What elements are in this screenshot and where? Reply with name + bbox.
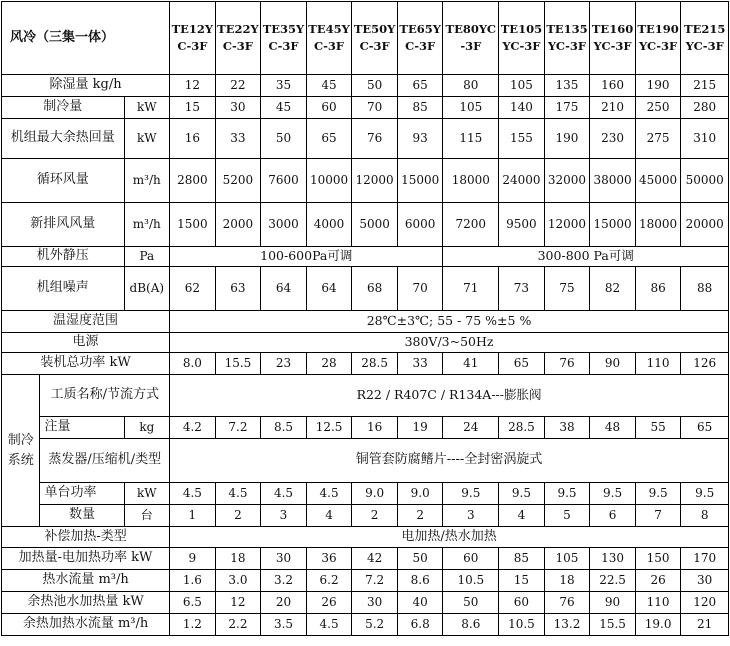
value-cell: 4 <box>499 505 545 527</box>
value-cell: 30 <box>261 548 307 570</box>
value-cell: 18 <box>544 570 590 592</box>
value-cell: 1.6 <box>170 570 216 592</box>
value-cell: 65 <box>681 417 729 439</box>
value-cell: 215 <box>681 75 729 97</box>
row-unit: kW <box>124 119 170 159</box>
value-cell: 105 <box>544 548 590 570</box>
value-cell: 85 <box>397 97 443 119</box>
row-label: 工质名称/节流方式 <box>40 375 170 417</box>
value-cell: 9 <box>170 548 216 570</box>
value-cell: 50 <box>443 592 499 614</box>
row-unit: Pa <box>124 247 170 267</box>
row-unit: kW <box>124 97 170 119</box>
value-cell: 28.5 <box>352 353 398 375</box>
value-cell: 45 <box>261 97 307 119</box>
value-cell: 71 <box>443 267 499 311</box>
row-refrig-evap <box>2 439 729 483</box>
span-cell: 电加热/热水加热 <box>170 527 729 548</box>
value-cell: 88 <box>681 267 729 311</box>
value-cell: 7 <box>635 505 681 527</box>
model-header: TE190YC-3F <box>635 2 681 75</box>
value-cell: 110 <box>635 353 681 375</box>
value-cell: 55 <box>635 417 681 439</box>
value-cell: 28 <box>306 353 352 375</box>
value-cell: 10000 <box>306 159 352 203</box>
value-cell: 22.5 <box>590 570 636 592</box>
value-cell: 4.5 <box>306 614 352 636</box>
value-cell: 30 <box>352 592 398 614</box>
value-cell: 4 <box>306 505 352 527</box>
value-cell: 6.8 <box>397 614 443 636</box>
value-cell: 75 <box>544 267 590 311</box>
value-cell: 50 <box>352 75 398 97</box>
row-refrig-qty <box>2 505 729 527</box>
row-label: 注量 <box>40 417 124 439</box>
value-cell: 230 <box>590 119 636 159</box>
value-cell: 3.0 <box>215 570 261 592</box>
value-cell: 45 <box>306 75 352 97</box>
row-cooling-capacity <box>2 97 729 119</box>
value-cell: 12000 <box>544 203 590 247</box>
row-label: 机外静压 <box>2 247 125 267</box>
value-cell: 135 <box>544 75 590 97</box>
spec-table <box>1 1 729 636</box>
value-cell: 41 <box>443 353 499 375</box>
value-cell: 15 <box>499 570 545 592</box>
value-cell: 9.0 <box>352 483 398 505</box>
row-label: 单台功率 <box>40 483 124 505</box>
row-refrig-unit-power <box>2 483 729 505</box>
value-cell: 3.2 <box>261 570 307 592</box>
row-label: 除湿量 kg/h <box>2 75 170 97</box>
value-cell: 10.5 <box>499 614 545 636</box>
value-cell: 120 <box>681 592 729 614</box>
range-cell: 300-800 Pa可调 <box>443 247 729 267</box>
value-cell: 15.5 <box>215 353 261 375</box>
value-cell: 65 <box>397 75 443 97</box>
header-row <box>2 2 729 75</box>
value-cell: 64 <box>306 267 352 311</box>
span-cell: 28℃±3℃; 55 - 75 %±5 % <box>170 311 729 333</box>
value-cell: 20 <box>261 592 307 614</box>
model-header: TE22YC-3F <box>215 2 261 75</box>
value-cell: 250 <box>635 97 681 119</box>
value-cell: 16 <box>352 417 398 439</box>
row-label: 蒸发器/压缩机/类型 <box>40 439 170 483</box>
span-cell: 380V/3~50Hz <box>170 333 729 353</box>
value-cell: 30 <box>681 570 729 592</box>
value-cell: 15 <box>170 97 216 119</box>
value-cell: 8.0 <box>170 353 216 375</box>
value-cell: 15.5 <box>590 614 636 636</box>
model-header: TE105YC-3F <box>499 2 545 75</box>
value-cell: 105 <box>443 97 499 119</box>
value-cell: 45000 <box>635 159 681 203</box>
value-cell: 170 <box>681 548 729 570</box>
row-power-supply <box>2 333 729 353</box>
row-pool-water-flow <box>2 614 729 636</box>
value-cell: 18000 <box>635 203 681 247</box>
value-cell: 1 <box>170 505 216 527</box>
value-cell: 2000 <box>215 203 261 247</box>
value-cell: 3000 <box>261 203 307 247</box>
value-cell: 8.6 <box>443 614 499 636</box>
value-cell: 40 <box>397 592 443 614</box>
value-cell: 5.2 <box>352 614 398 636</box>
model-header: TE135YC-3F <box>544 2 590 75</box>
value-cell: 280 <box>681 97 729 119</box>
row-label: 循环风量 <box>2 159 125 203</box>
row-label: 余热加热水流量 m³/h <box>2 614 170 636</box>
value-cell: 190 <box>544 119 590 159</box>
value-cell: 3.5 <box>261 614 307 636</box>
row-unit: kg <box>124 417 170 439</box>
value-cell: 210 <box>590 97 636 119</box>
row-circulating-air <box>2 159 729 203</box>
value-cell: 63 <box>215 267 261 311</box>
row-dehumidification <box>2 75 729 97</box>
table-body <box>2 2 729 636</box>
value-cell: 18 <box>215 548 261 570</box>
value-cell: 50000 <box>681 159 729 203</box>
row-total-power <box>2 353 729 375</box>
value-cell: 12.5 <box>306 417 352 439</box>
row-temp-range <box>2 311 729 333</box>
row-label: 装机总功率 kW <box>2 353 170 375</box>
value-cell: 2 <box>215 505 261 527</box>
value-cell: 10.5 <box>443 570 499 592</box>
value-cell: 2800 <box>170 159 216 203</box>
value-cell: 2 <box>397 505 443 527</box>
value-cell: 5200 <box>215 159 261 203</box>
value-cell: 22 <box>215 75 261 97</box>
value-cell: 4.2 <box>170 417 216 439</box>
model-header: TE160YC-3F <box>590 2 636 75</box>
value-cell: 86 <box>635 267 681 311</box>
value-cell: 126 <box>681 353 729 375</box>
value-cell: 140 <box>499 97 545 119</box>
value-cell: 42 <box>352 548 398 570</box>
value-cell: 3 <box>261 505 307 527</box>
value-cell: 24000 <box>499 159 545 203</box>
value-cell: 275 <box>635 119 681 159</box>
value-cell: 150 <box>635 548 681 570</box>
value-cell: 76 <box>544 353 590 375</box>
row-label: 温湿度范围 <box>2 311 170 333</box>
span-cell: 铜管套防腐鳍片----全封密涡旋式 <box>170 439 729 483</box>
value-cell: 9.5 <box>590 483 636 505</box>
value-cell: 23 <box>261 353 307 375</box>
value-cell: 12 <box>215 592 261 614</box>
row-label: 数量 <box>40 505 124 527</box>
model-header: TE50YC-3F <box>352 2 398 75</box>
value-cell: 15000 <box>397 159 443 203</box>
value-cell: 4000 <box>306 203 352 247</box>
value-cell: 15000 <box>590 203 636 247</box>
value-cell: 21 <box>681 614 729 636</box>
value-cell: 8 <box>681 505 729 527</box>
model-header: TE65YC-3F <box>397 2 443 75</box>
value-cell: 8.6 <box>397 570 443 592</box>
value-cell: 60 <box>499 592 545 614</box>
value-cell: 6000 <box>397 203 443 247</box>
value-cell: 76 <box>544 592 590 614</box>
value-cell: 1500 <box>170 203 216 247</box>
value-cell: 35 <box>261 75 307 97</box>
value-cell: 12 <box>170 75 216 97</box>
value-cell: 38000 <box>590 159 636 203</box>
model-header: TE12YC-3F <box>170 2 216 75</box>
row-hot-water-flow <box>2 570 729 592</box>
row-fresh-air <box>2 203 729 247</box>
row-unit: m³/h <box>124 203 170 247</box>
row-label: 热水流量 m³/h <box>2 570 170 592</box>
row-refrig-charge <box>2 417 729 439</box>
value-cell: 9.5 <box>499 483 545 505</box>
value-cell: 26 <box>306 592 352 614</box>
model-header: TE45YC-3F <box>306 2 352 75</box>
value-cell: 115 <box>443 119 499 159</box>
row-label: 新排风风量 <box>2 203 125 247</box>
value-cell: 24 <box>443 417 499 439</box>
value-cell: 68 <box>352 267 398 311</box>
value-cell: 48 <box>590 417 636 439</box>
row-noise <box>2 267 729 311</box>
row-unit: kW <box>124 483 170 505</box>
model-header: TE80YC-3F <box>443 2 499 75</box>
group-label: 制冷系统 <box>2 375 40 527</box>
value-cell: 9.0 <box>397 483 443 505</box>
value-cell: 2.2 <box>215 614 261 636</box>
value-cell: 19.0 <box>635 614 681 636</box>
row-pool-heating <box>2 592 729 614</box>
value-cell: 9500 <box>499 203 545 247</box>
value-cell: 3 <box>443 505 499 527</box>
value-cell: 73 <box>499 267 545 311</box>
value-cell: 32000 <box>544 159 590 203</box>
value-cell: 9.5 <box>681 483 729 505</box>
row-label: 电源 <box>2 333 170 353</box>
value-cell: 4.5 <box>306 483 352 505</box>
value-cell: 105 <box>499 75 545 97</box>
value-cell: 5000 <box>352 203 398 247</box>
value-cell: 7.2 <box>215 417 261 439</box>
value-cell: 90 <box>590 592 636 614</box>
row-label: 机组噪声 <box>2 267 125 311</box>
value-cell: 70 <box>352 97 398 119</box>
value-cell: 7.2 <box>352 570 398 592</box>
value-cell: 85 <box>499 548 545 570</box>
value-cell: 19 <box>397 417 443 439</box>
value-cell: 190 <box>635 75 681 97</box>
value-cell: 175 <box>544 97 590 119</box>
value-cell: 64 <box>261 267 307 311</box>
row-label: 制冷量 <box>2 97 125 119</box>
value-cell: 7200 <box>443 203 499 247</box>
value-cell: 13.2 <box>544 614 590 636</box>
span-cell: R22 / R407C / R134A---膨胀阀 <box>170 375 729 417</box>
range-cell: 100-600Pa可调 <box>170 247 443 267</box>
value-cell: 30 <box>215 97 261 119</box>
row-unit: m³/h <box>124 159 170 203</box>
value-cell: 130 <box>590 548 636 570</box>
value-cell: 20000 <box>681 203 729 247</box>
value-cell: 62 <box>170 267 216 311</box>
row-heating-electric <box>2 548 729 570</box>
value-cell: 36 <box>306 548 352 570</box>
value-cell: 26 <box>635 570 681 592</box>
value-cell: 65 <box>499 353 545 375</box>
model-header: TE215YC-3F <box>681 2 729 75</box>
value-cell: 38 <box>544 417 590 439</box>
row-unit: dB(A) <box>124 267 170 311</box>
value-cell: 50 <box>261 119 307 159</box>
value-cell: 5 <box>544 505 590 527</box>
value-cell: 28.5 <box>499 417 545 439</box>
value-cell: 160 <box>590 75 636 97</box>
value-cell: 60 <box>306 97 352 119</box>
row-label: 加热量-电加热功率 kW <box>2 548 170 570</box>
value-cell: 155 <box>499 119 545 159</box>
value-cell: 18000 <box>443 159 499 203</box>
value-cell: 82 <box>590 267 636 311</box>
row-unit: 台 <box>124 505 170 527</box>
value-cell: 9.5 <box>443 483 499 505</box>
row-static-pressure <box>2 247 729 267</box>
value-cell: 33 <box>397 353 443 375</box>
value-cell: 4.5 <box>261 483 307 505</box>
value-cell: 310 <box>681 119 729 159</box>
value-cell: 76 <box>352 119 398 159</box>
value-cell: 2 <box>352 505 398 527</box>
value-cell: 80 <box>443 75 499 97</box>
value-cell: 90 <box>590 353 636 375</box>
row-comp-heat <box>2 527 729 548</box>
value-cell: 1.2 <box>170 614 216 636</box>
table-title: 风冷（三集一体） <box>2 2 170 75</box>
row-max-heat-recovery <box>2 119 729 159</box>
value-cell: 6.2 <box>306 570 352 592</box>
value-cell: 16 <box>170 119 216 159</box>
value-cell: 12000 <box>352 159 398 203</box>
row-label: 余热池水加热量 kW <box>2 592 170 614</box>
value-cell: 110 <box>635 592 681 614</box>
value-cell: 60 <box>443 548 499 570</box>
value-cell: 8.5 <box>261 417 307 439</box>
value-cell: 9.5 <box>635 483 681 505</box>
value-cell: 4.5 <box>170 483 216 505</box>
value-cell: 70 <box>397 267 443 311</box>
value-cell: 9.5 <box>544 483 590 505</box>
value-cell: 6 <box>590 505 636 527</box>
value-cell: 4.5 <box>215 483 261 505</box>
row-label: 补偿加热-类型 <box>2 527 170 548</box>
model-header: TE35YC-3F <box>261 2 307 75</box>
row-label: 机组最大余热回量 <box>2 119 125 159</box>
value-cell: 50 <box>397 548 443 570</box>
value-cell: 93 <box>397 119 443 159</box>
value-cell: 65 <box>306 119 352 159</box>
value-cell: 33 <box>215 119 261 159</box>
row-refrig-medium <box>2 375 729 417</box>
value-cell: 6.5 <box>170 592 216 614</box>
value-cell: 7600 <box>261 159 307 203</box>
